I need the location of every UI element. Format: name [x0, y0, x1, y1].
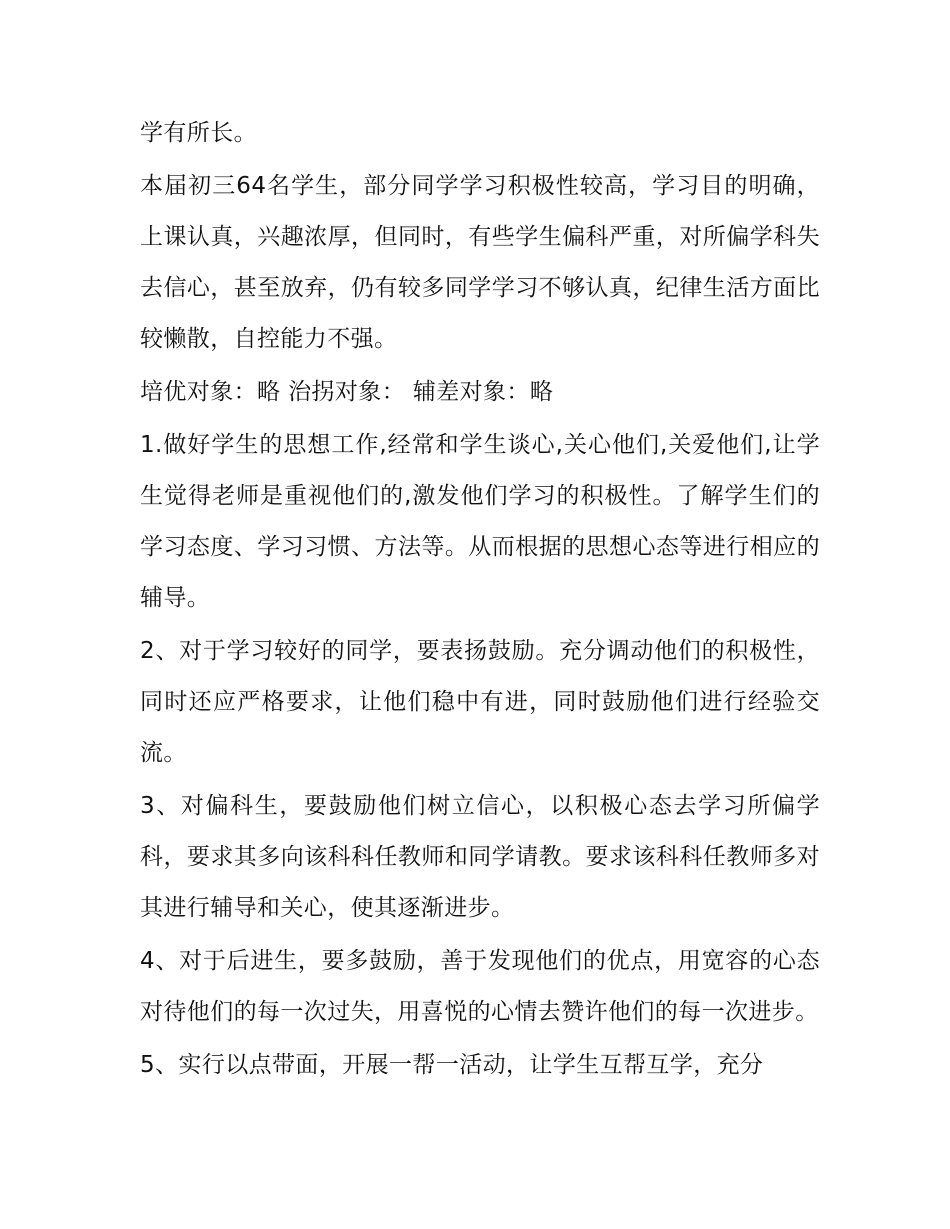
- paragraph-measure-1: 1.做好学生的思想工作,经常和学生谈心,关心他们,关爱他们,让学生觉得老师是重视他们的,激发他们学习的积极性。了解学生们的学习态度、学习习惯、方法等。从而根据的思想心态等进行相应的辅导。: [140, 432, 820, 611]
- paragraph-measure-4: 4、对于后进生，要多鼓励，善于发现他们的优点，用宽容的心态对待他们的每一次过失，用喜悦的心情去赞许他们的每一次进步。: [140, 948, 820, 1025]
- paragraph-target-students: 培优对象：略 治拐对象： 辅差对象：略: [140, 379, 554, 405]
- paragraph-measure-5: 5、实行以点带面，开展一帮一活动，让学生互帮互学，充分: [140, 1052, 764, 1078]
- paragraph-intro-tail: 学有所长。: [140, 120, 257, 146]
- document-body: [140, 108, 820, 1093]
- paragraph-measure-2: 2、对于学习较好的同学，要表扬鼓励。充分调动他们的积极性，同时还应严格要求，让他们稳中有进，同时鼓励他们进行经验交流。: [140, 638, 820, 766]
- paragraph-measure-3: 3、对偏科生，要鼓励他们树立信心，以积极心态去学习所偏学科，要求其多向该科科任教师和同学请教。要求该科科任教师多对其进行辅导和关心，使其逐渐进步。: [140, 793, 820, 921]
- paragraph-class-overview: 本届初三64名学生，部分同学学习积极性较高，学习目的明确，上课认真，兴趣浓厚，但同时，有些学生偏科严重，对所偏学科失去信心，甚至放弃，仍有较多同学学习不够认真，纪律生活方面比较懒散，自控能力不强。: [140, 173, 820, 352]
